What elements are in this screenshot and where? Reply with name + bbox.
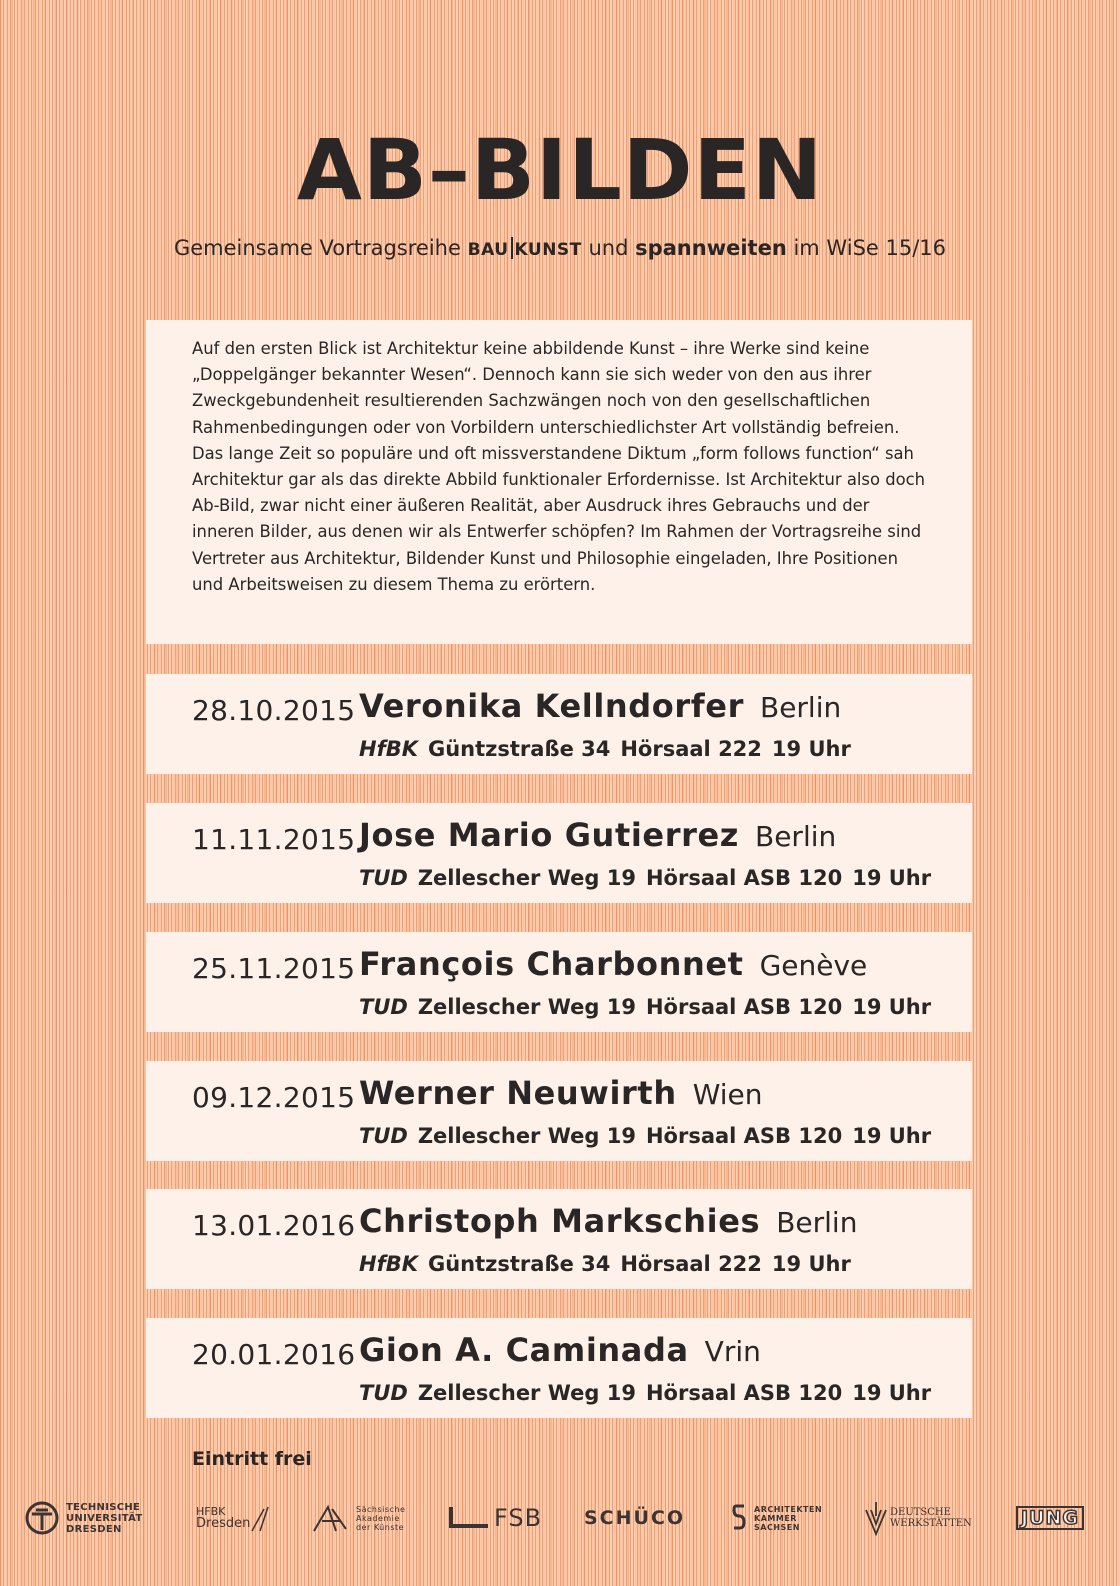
event-institution: TUD [359, 1124, 408, 1148]
hfbk-line-2: Dresden [196, 1516, 251, 1531]
event-date: 11.11.2015 [192, 823, 356, 856]
kammer-line-3: SACHSEN [754, 1522, 800, 1532]
event-time: 19 Uhr [771, 1252, 851, 1276]
event-speaker: Veronika Kellndorfer [359, 687, 744, 725]
werkstaetten-line-2: WERKSTÄTTEN [890, 1518, 972, 1529]
schueco-text: SCHÜCO [584, 1507, 686, 1529]
subtitle-divider [511, 237, 513, 259]
event-speaker: François Charbonnet [359, 945, 744, 983]
poster-subtitle [0, 236, 1120, 260]
event-row [146, 932, 972, 1032]
tud-line-2: UNIVERSITÄT [66, 1512, 143, 1524]
event-speaker: Jose Mario Gutierrez [359, 816, 739, 854]
akademie-line-3: der Künste [356, 1522, 405, 1532]
event-institution: TUD [359, 866, 408, 890]
event-city: Wien [692, 1078, 763, 1111]
werkstaetten-logo [864, 1490, 972, 1546]
event-time: 19 Uhr [852, 1124, 932, 1148]
jung-logo [1016, 1490, 1084, 1546]
sponsor-logos [0, 1490, 1120, 1550]
intro-text: Auf den ersten Blick ist Architektur keine abbildende Kunst – ihre Werke sind keine „Doppelgänger bekannter Wesen“. Dennoch kann sie sich weder von den aus ihrer Zweckgebundenheit resultierenden Sachzwängen noch von den gesellschaftlichen Rahmenbedingungen oder von Vorbildern unterschiedlichster Art vollständig befreien. Das lange Zeit so populäre und oft missverstandene Diktum „form follows function“ sah Architektur gar als das direkte Abbild funktionaler Erfordernisse. Ist Architektur also doch Ab-Bild, zwar nicht einer äußeren Realität, aber Ausdruck ihres Gebrauchs und der inneren Bilder, aus denen wir als Entwerfer schöpfen? Im Rahmen der Vortragsreihe sind Vertreter aus Architektur, Bildender Kunst und Philosophie eingeladen, Ihre Positionen und Arbeitsweisen zu diesem Thema zu erörtern. [192, 339, 926, 594]
fsb-logo [448, 1490, 542, 1546]
intro-box [146, 320, 972, 644]
akademie-emblem-icon [312, 1501, 352, 1535]
event-city: Berlin [759, 691, 842, 724]
fsb-text: FSB [494, 1504, 543, 1532]
event-speaker: Werner Neuwirth [359, 1074, 677, 1112]
event-room: Hörsaal 222 [620, 1252, 762, 1276]
event-time: 19 Uhr [852, 866, 932, 890]
event-room: Hörsaal ASB 120 [645, 1124, 843, 1148]
event-speaker: Christoph Markschies [359, 1202, 761, 1240]
tud-line-3: DRESDEN [66, 1523, 122, 1535]
fsb-bracket-icon [448, 1507, 490, 1529]
subtitle-und: und [588, 236, 629, 260]
event-date: 13.01.2016 [192, 1209, 356, 1242]
event-address: Güntzstraße 34 [428, 737, 611, 761]
akademie-line-2: Akademie [356, 1513, 400, 1523]
event-institution: TUD [359, 1381, 408, 1405]
subtitle-bau: BAU [467, 240, 509, 260]
event-date: 20.01.2016 [192, 1338, 356, 1371]
event-room: Hörsaal ASB 120 [645, 866, 843, 890]
akademie-line-1: Sächsische [356, 1504, 406, 1514]
event-date: 09.12.2015 [192, 1081, 356, 1114]
akademie-logo [312, 1490, 405, 1546]
tud-line-1: TECHNISCHE [66, 1501, 141, 1513]
tud-logo [24, 1490, 143, 1546]
event-institution: HfBK [359, 1252, 418, 1276]
event-institution: TUD [359, 995, 408, 1019]
event-time: 19 Uhr [852, 1381, 932, 1405]
werkstaetten-emblem-icon [864, 1500, 888, 1536]
event-city: Vrin [704, 1335, 761, 1368]
poster-title: AB–BILDEN [296, 121, 824, 219]
jung-text: JUNG [1016, 1506, 1084, 1530]
event-time: 19 Uhr [771, 737, 851, 761]
entry-free-note: Eintritt frei [192, 1448, 312, 1470]
hfbk-logo [196, 1490, 270, 1546]
event-row [146, 803, 972, 903]
event-room: Hörsaal ASB 120 [645, 1381, 843, 1405]
subtitle-prefix: Gemeinsame Vortragsreihe [173, 236, 461, 260]
event-date: 28.10.2015 [192, 694, 356, 727]
subtitle-suffix: im WiSe 15/16 [793, 236, 947, 260]
schueco-logo [584, 1490, 685, 1546]
event-row [146, 1061, 972, 1161]
hfbk-line-1: HFBK [196, 1505, 226, 1518]
kammer-line-2: KAMMER [754, 1513, 797, 1523]
event-city: Genève [759, 949, 868, 982]
event-speaker: Gion A. Caminada [359, 1331, 689, 1369]
event-address: Güntzstraße 34 [428, 1252, 611, 1276]
event-date: 25.11.2015 [192, 952, 356, 985]
event-room: Hörsaal 222 [620, 737, 762, 761]
subtitle-spannweiten: spannweiten [635, 236, 787, 260]
event-institution: HfBK [359, 737, 418, 761]
event-address: Zellescher Weg 19 [417, 995, 636, 1019]
event-address: Zellescher Weg 19 [417, 1124, 636, 1148]
event-city: Berlin [755, 820, 837, 853]
architektenkammer-logo [732, 1490, 822, 1546]
event-address: Zellescher Weg 19 [417, 866, 636, 890]
event-time: 19 Uhr [852, 995, 932, 1019]
event-row [146, 1189, 972, 1289]
event-address: Zellescher Weg 19 [417, 1381, 636, 1405]
event-row [146, 1318, 972, 1418]
event-room: Hörsaal ASB 120 [645, 995, 843, 1019]
werkstaetten-line-1: DEUTSCHE [890, 1507, 951, 1518]
hfbk-brush-icon [250, 1503, 270, 1533]
event-city: Berlin [776, 1206, 858, 1239]
tud-emblem-icon [24, 1500, 60, 1536]
kammer-emblem-icon [732, 1502, 746, 1534]
kammer-line-1: ARCHITEKTEN [754, 1504, 823, 1514]
subtitle-kunst: KUNST [514, 240, 582, 260]
event-row [146, 674, 972, 774]
